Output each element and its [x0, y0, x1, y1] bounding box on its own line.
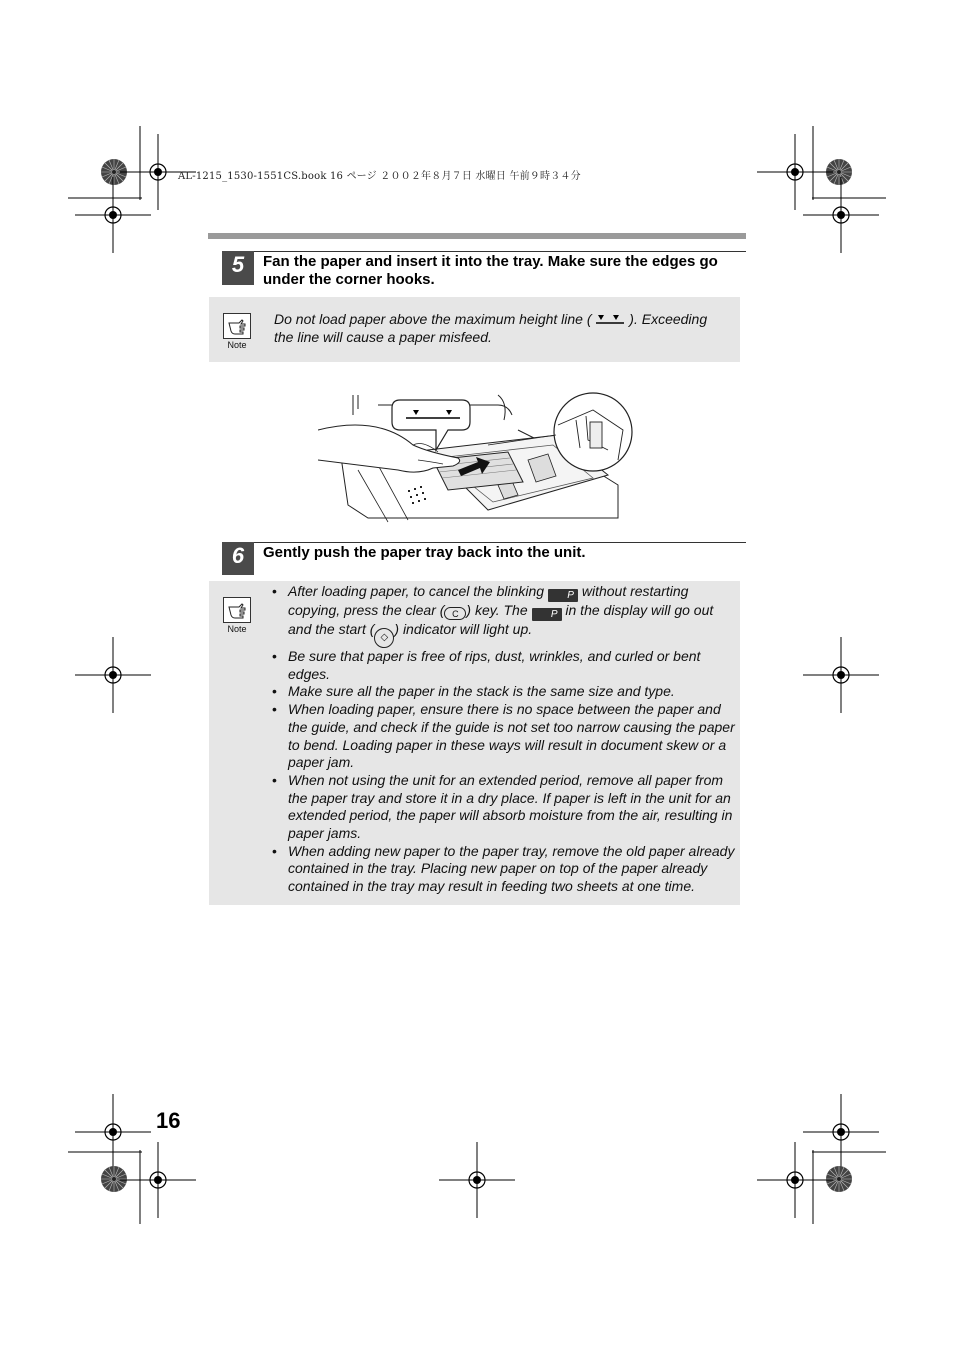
- note-bullet: • When adding new paper to the paper tray, remove the old paper already contained in the tray. Placing new paper on top of the paper already contained in the tray may result in feeding two sheets at one time.: [272, 843, 738, 896]
- step-5-title: Fan the paper and insert it into the tray. Make sure the edges go under the corner hooks.: [263, 253, 718, 288]
- paper-loading-illustration: [318, 390, 638, 525]
- bullet1-part-c: ) key. The: [466, 602, 528, 618]
- print-header: AL-1215_1530-1551CS.book 16 ページ ２００２年８月７日 水曜日 午前９時３４分: [178, 171, 581, 182]
- start-key-icon: ◇: [374, 628, 394, 648]
- clear-key-icon: C: [444, 607, 466, 620]
- note-bullet: • When not using the unit for an extended period, remove all paper from the paper tray and store it in a dry place. If paper is left in the unit for an extended period, the paper will absorb moisture from the air, resulting in paper jams.: [272, 772, 738, 843]
- note-bullet: [272, 583, 738, 648]
- note-text-part2: ). Exceeding the line will cause a paper misfeed.: [274, 311, 708, 345]
- step-6-title: Gently push the paper tray back into the unit.: [263, 544, 586, 561]
- bullet1-part-e: ) indicator will light up.: [394, 621, 533, 637]
- bullet1-part-a: After loading paper, to cancel the blinking: [288, 583, 545, 599]
- note-bullet: • When loading paper, ensure there is no space between the paper and the guide, and check if the guide is not set too narrow causing the paper to bend. Loading paper in these ways will result in document skew or a paper jam.: [272, 701, 738, 772]
- section-top-rule: [208, 233, 746, 239]
- note-label: Note: [227, 624, 247, 634]
- note-bullet: • Make sure all the paper in the stack is the same size and type.: [272, 683, 738, 701]
- step-6-note-box: [209, 581, 740, 905]
- bullet1-part-d: in the display will go out and the start (: [288, 602, 714, 637]
- note-label: Note: [227, 340, 247, 350]
- max-height-line-icon: [595, 313, 625, 325]
- step-5-rule: [254, 251, 746, 252]
- step-5-note-text: [274, 310, 730, 346]
- step-6-number: 6: [222, 542, 254, 575]
- note-hand-icon: [223, 597, 251, 623]
- note-bullet: • Be sure that paper is free of rips, dust, wrinkles, and curled or bent edges.: [272, 648, 738, 683]
- display-p-indicator-icon: P: [532, 608, 562, 621]
- step-6-note-list: [272, 583, 738, 896]
- display-p-indicator-icon: P: [548, 589, 578, 602]
- note-hand-icon: [223, 313, 251, 339]
- step-5-number: 5: [222, 251, 254, 285]
- step-5-note-box: [209, 297, 740, 362]
- note-text-part1: Do not load paper above the maximum height line (: [274, 311, 592, 327]
- step-6-rule: [254, 542, 746, 543]
- page-number: 16: [156, 1108, 181, 1133]
- bullet1-part-b: without restarting copying, press the clear (: [288, 583, 689, 618]
